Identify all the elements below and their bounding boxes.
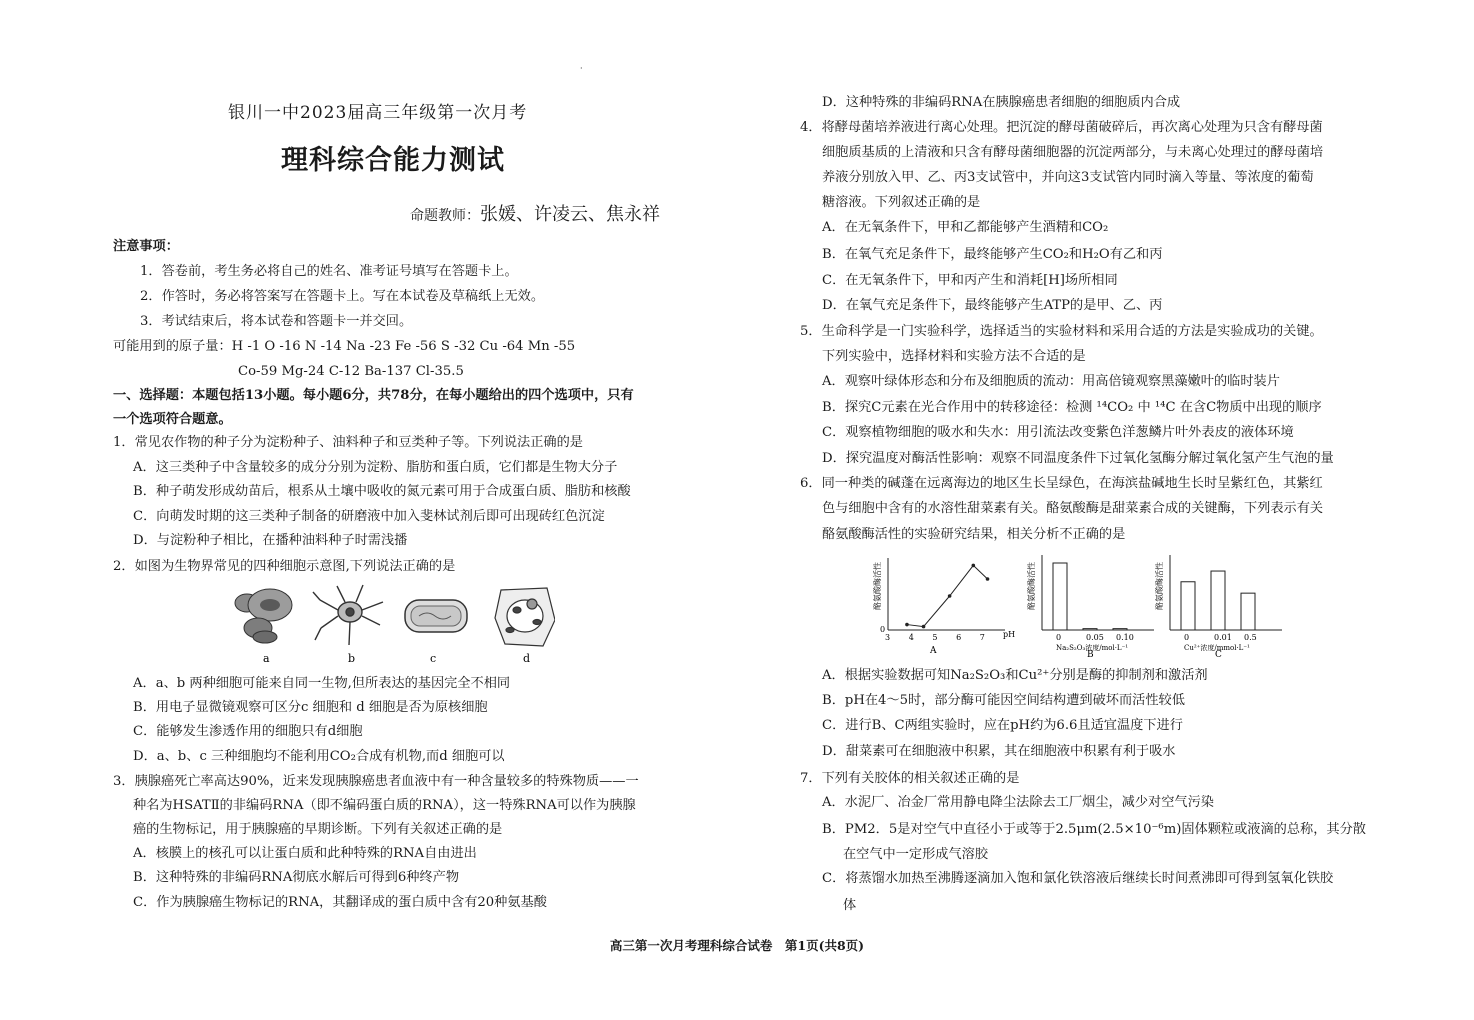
enzyme-activity-charts — [870, 550, 1290, 660]
cell-a-red-blood-cells — [235, 589, 292, 643]
q5-option-d: D．探究温度对酶活性影响：观察不同温度条件下过氧化氢酶分解过氧化氢产生气泡的量 — [822, 451, 1334, 466]
chart-b-bar — [1083, 629, 1097, 630]
q1-stem: 1．常见农作物的种子分为淀粉种子、油料种子和豆类种子等。下列说法正确的是 — [113, 435, 583, 450]
chart-a-y-tick: 0 — [880, 625, 886, 634]
cell-label-d: d — [523, 652, 531, 665]
q5-option-a: A．观察叶绿体形态和分布及细胞质的流动：用高倍镜观察黑藻嫩叶的临时装片 — [822, 374, 1280, 389]
note-item: 1．答卷前，考生务必将自己的姓名、准考证号填写在答题卡上。 — [140, 264, 518, 279]
authors-names: 张媛、许凌云、焦永祥 — [480, 204, 660, 225]
q4-option-b: B．在氧气充足条件下，最终能够产生CO₂和H₂O有乙和丙 — [822, 247, 1163, 262]
note-item: 3．考试结束后，将本试卷和答题卡一并交回。 — [140, 314, 413, 329]
chart-b-bar — [1113, 629, 1127, 630]
q6-stem-cont: 酪氨酸酶活性的实验研究结果，相关分析不正确的是 — [822, 527, 1126, 542]
chart-c-ylabel: 酪氨酸酶活性 — [1155, 562, 1164, 610]
chart-c-bar — [1241, 593, 1255, 630]
q7-option-c-cont: 体 — [843, 898, 857, 913]
q5-stem-cont: 下列实验中，选择材料和实验方法不合适的是 — [822, 349, 1086, 364]
chart-a-series-line — [907, 565, 988, 626]
q1-option-c: C．向萌发时期的这三类种子制备的研磨液中加入斐林试剂后即可出现砖红色沉淀 — [133, 509, 605, 524]
q2-stem: 2．如图为生物界常见的四种细胞示意图,下列说法正确的是 — [113, 559, 456, 574]
q7-option-b: B．PM2．5是对空气中直径小于或等于2.5μm(2.5×10⁻⁶m)固体颗粒或液滴的总称，其分散 — [822, 822, 1366, 837]
q2-option-b: B．用电子显微镜观察可区分c 细胞和 d 细胞是否为原核细胞 — [133, 700, 488, 715]
chart-a-point — [986, 577, 990, 581]
q5-stem: 5．生命科学是一门实验科学，选择适当的实验材料和采用合适的方法是实验成功的关键。 — [800, 324, 1323, 339]
section-heading: 一、选择题：本题包括13小题。每小题6分，共78分，在每小题给出的四个选项中，只有 — [113, 388, 634, 403]
chart-a-point — [948, 594, 952, 598]
q4-option-c: C．在无氧条件下，甲和丙产生和消耗[H]场所相同 — [822, 273, 1118, 288]
scan-dot: · — [580, 64, 583, 73]
chart-b-x-tick: 0 — [1056, 633, 1062, 642]
cells-figure — [225, 580, 555, 670]
chart-a-xlabel: pH — [1003, 630, 1016, 639]
q6-stem-cont: 色与细胞中含有的水溶性甜菜素有关。酪氨酸酶是甜菜素合成的关键酶，下列表示有关 — [822, 501, 1324, 516]
chart-a-x-tick: 4 — [908, 633, 914, 642]
q4-option-d: D．在氧气充足条件下，最终能够产生ATP的是甲、乙、丙 — [822, 298, 1163, 313]
chart-a-x-tick: 5 — [932, 633, 938, 642]
q7-option-a: A．水泥厂、冶金厂常用静电降尘法除去工厂烟尘，减少对空气污染 — [822, 795, 1214, 810]
chart-a-point — [972, 564, 976, 568]
chart-a-x-tick: 7 — [979, 633, 985, 642]
q6-option-c: C．进行B、C两组实验时，应在pH约为6.6且适宜温度下进行 — [822, 718, 1183, 733]
q6-option-d: D．甜菜素可在细胞液中积累，其在细胞液中积累有利于吸水 — [822, 744, 1176, 759]
chart-b-x-tick: 0.05 — [1086, 633, 1104, 642]
q6-option-a: A．根据实验数据可知Na₂S₂O₃和Cu²⁺分别是酶的抑制剂和激活剂 — [822, 668, 1208, 683]
q2-option-d: D．a、b、c 三种细胞均不能利用CO₂合成有机物,而d 细胞可以 — [133, 749, 505, 764]
chart-a-panel-label: A — [930, 646, 937, 656]
q2-option-c: C．能够发生渗透作用的细胞只有d细胞 — [133, 724, 363, 739]
notes-heading: 注意事项： — [113, 239, 179, 254]
q3-option-c: C．作为胰腺癌生物标记的RNA，其翻译成的蛋白质中含有20种氨基酸 — [133, 895, 547, 910]
chart-c-panel-label: C — [1215, 650, 1222, 660]
cell-label-c: c — [430, 652, 437, 665]
q4-stem-cont: 养液分别放入甲、乙、丙3支试管中，并向这3支试管内同时滴入等量、等浓度的葡萄 — [822, 170, 1314, 185]
chart-a-point — [905, 623, 909, 627]
q3-option-a: A．核膜上的核孔可以让蛋白质和此种特殊的RNA自由进出 — [133, 846, 477, 861]
section-heading-cont: 一个选项符合题意。 — [113, 412, 232, 427]
chart-c-bar — [1181, 582, 1195, 630]
chart-b-bar — [1053, 563, 1067, 630]
note-item: 2．作答时，务必将答案写在答题卡上。写在本试卷及草稿纸上无效。 — [140, 289, 545, 304]
chart-b-ylabel: 酪氨酸酶活性 — [1027, 562, 1036, 610]
q1-option-a: A．这三类种子中含量较多的成分分别为淀粉、脂肪和蛋白质，它们都是生物大分子 — [133, 460, 618, 475]
q3-option-d: D．这种特殊的非编码RNA在胰腺癌患者细胞的细胞质内合成 — [822, 95, 1181, 110]
cell-c-bacterium — [405, 600, 467, 632]
q7-option-c: C．将蒸馏水加热至沸腾逐滴加入饱和氯化铁溶液后继续长时间煮沸即可得到氢氧化铁胶 — [822, 871, 1334, 886]
q2-option-a: A．a、b 两种细胞可能来自同一生物,但所表达的基因完全不相同 — [133, 676, 511, 691]
chart-a-x-tick: 3 — [885, 633, 891, 642]
chart-c-x-tick: 0 — [1184, 633, 1190, 642]
q4-stem-cont: 细胞质基质的上清液和只含有酵母菌细胞器的沉淀两部分，与未离心处理过的酵母菌培 — [822, 145, 1324, 160]
q3-stem-cont: 癌的生物标记，用于胰腺癌的早期诊断。下列有关叙述正确的是 — [133, 822, 503, 837]
authors-label: 命题教师： — [410, 208, 480, 224]
q7-stem: 7．下列有关胶体的相关叙述正确的是 — [800, 771, 1020, 786]
q6-option-b: B．pH在4～5时，部分酶可能因空间结构遭到破坏而活性较低 — [822, 693, 1185, 708]
q1-option-b: B．种子萌发形成幼苗后，根系从土壤中吸收的氮元素可用于合成蛋白质、脂肪和核酸 — [133, 484, 631, 499]
chart-c-x-tick: 0.5 — [1244, 633, 1257, 642]
chart-c-xlabel: Cu²⁺浓度/mmol·L⁻¹ — [1184, 644, 1250, 652]
chart-b-panel-label: B — [1087, 650, 1094, 660]
chart-b-xlabel: Na₂S₂O₃浓度/mol·L⁻¹ — [1056, 644, 1129, 652]
q3-stem: 3．胰腺癌死亡率高达90%，近来发现胰腺癌患者血液中有一种含量较多的特殊物质——一 — [113, 774, 639, 789]
q1-option-d: D．与淀粉种子相比，在播种油料种子时需浅播 — [133, 533, 408, 548]
chart-c-x-tick: 0.01 — [1214, 633, 1232, 642]
chart-a-ylabel: 酪氨酸酶活性 — [873, 562, 882, 610]
q5-option-c: C．观察植物细胞的吸水和失水：用引流法改变紫色洋葱鳞片叶外表皮的液体环境 — [822, 425, 1294, 440]
q4-stem-cont: 糖溶液。下列叙述正确的是 — [822, 195, 981, 210]
cell-label-a: a — [263, 652, 270, 665]
q5-option-b: B．探究C元素在光合作用中的转移途径：检测 ¹⁴CO₂ 中 ¹⁴C 在含C物质中出现的顺序 — [822, 400, 1322, 415]
q4-stem: 4．将酵母菌培养液进行离心处理。把沉淀的酵母菌破碎后，再次离心处理为只含有酵母菌 — [800, 120, 1323, 135]
school-title: 银川一中2023届高三年级第一次月考 — [228, 103, 528, 123]
atomic-weights-line1: 可能用到的原子量：H -1 O -16 N -14 Na -23 Fe -56 S -32 Cu -64 Mn -55 — [113, 339, 576, 354]
chart-a-x-tick: 6 — [956, 633, 962, 642]
atomic-weights-line2: Co-59 Mg-24 C-12 Ba-137 Cl-35.5 — [238, 364, 464, 379]
q3-stem-cont: 种名为HSATⅡ的非编码RNA（即不编码蛋白质的RNA），这一特殊RNA可以作为胰腺 — [133, 798, 636, 813]
cell-b-neuron — [313, 585, 383, 645]
chart-b-x-tick: 0.10 — [1116, 633, 1134, 642]
chart-a-point — [922, 625, 926, 629]
q6-stem: 6．同一种类的碱蓬在远离海边的地区生长呈绿色，在海滨盐碱地生长时呈紫红色，其紫红 — [800, 476, 1323, 491]
chart-c-bar — [1211, 571, 1225, 630]
authors-line — [410, 200, 660, 226]
q3-option-b: B．这种特殊的非编码RNA彻底水解后可得到6种终产物 — [133, 870, 460, 885]
q7-option-b-cont: 在空气中一定形成气溶胶 — [843, 847, 989, 862]
page-footer: 高三第一次月考理科综合试卷 第1页(共8页) — [609, 938, 865, 953]
cell-d-plant-cell — [495, 588, 555, 646]
exam-title: 理科综合能力测试 — [281, 145, 505, 176]
cell-label-b: b — [348, 652, 356, 665]
q4-option-a: A．在无氧条件下，甲和乙都能够产生酒精和CO₂ — [822, 220, 1109, 235]
